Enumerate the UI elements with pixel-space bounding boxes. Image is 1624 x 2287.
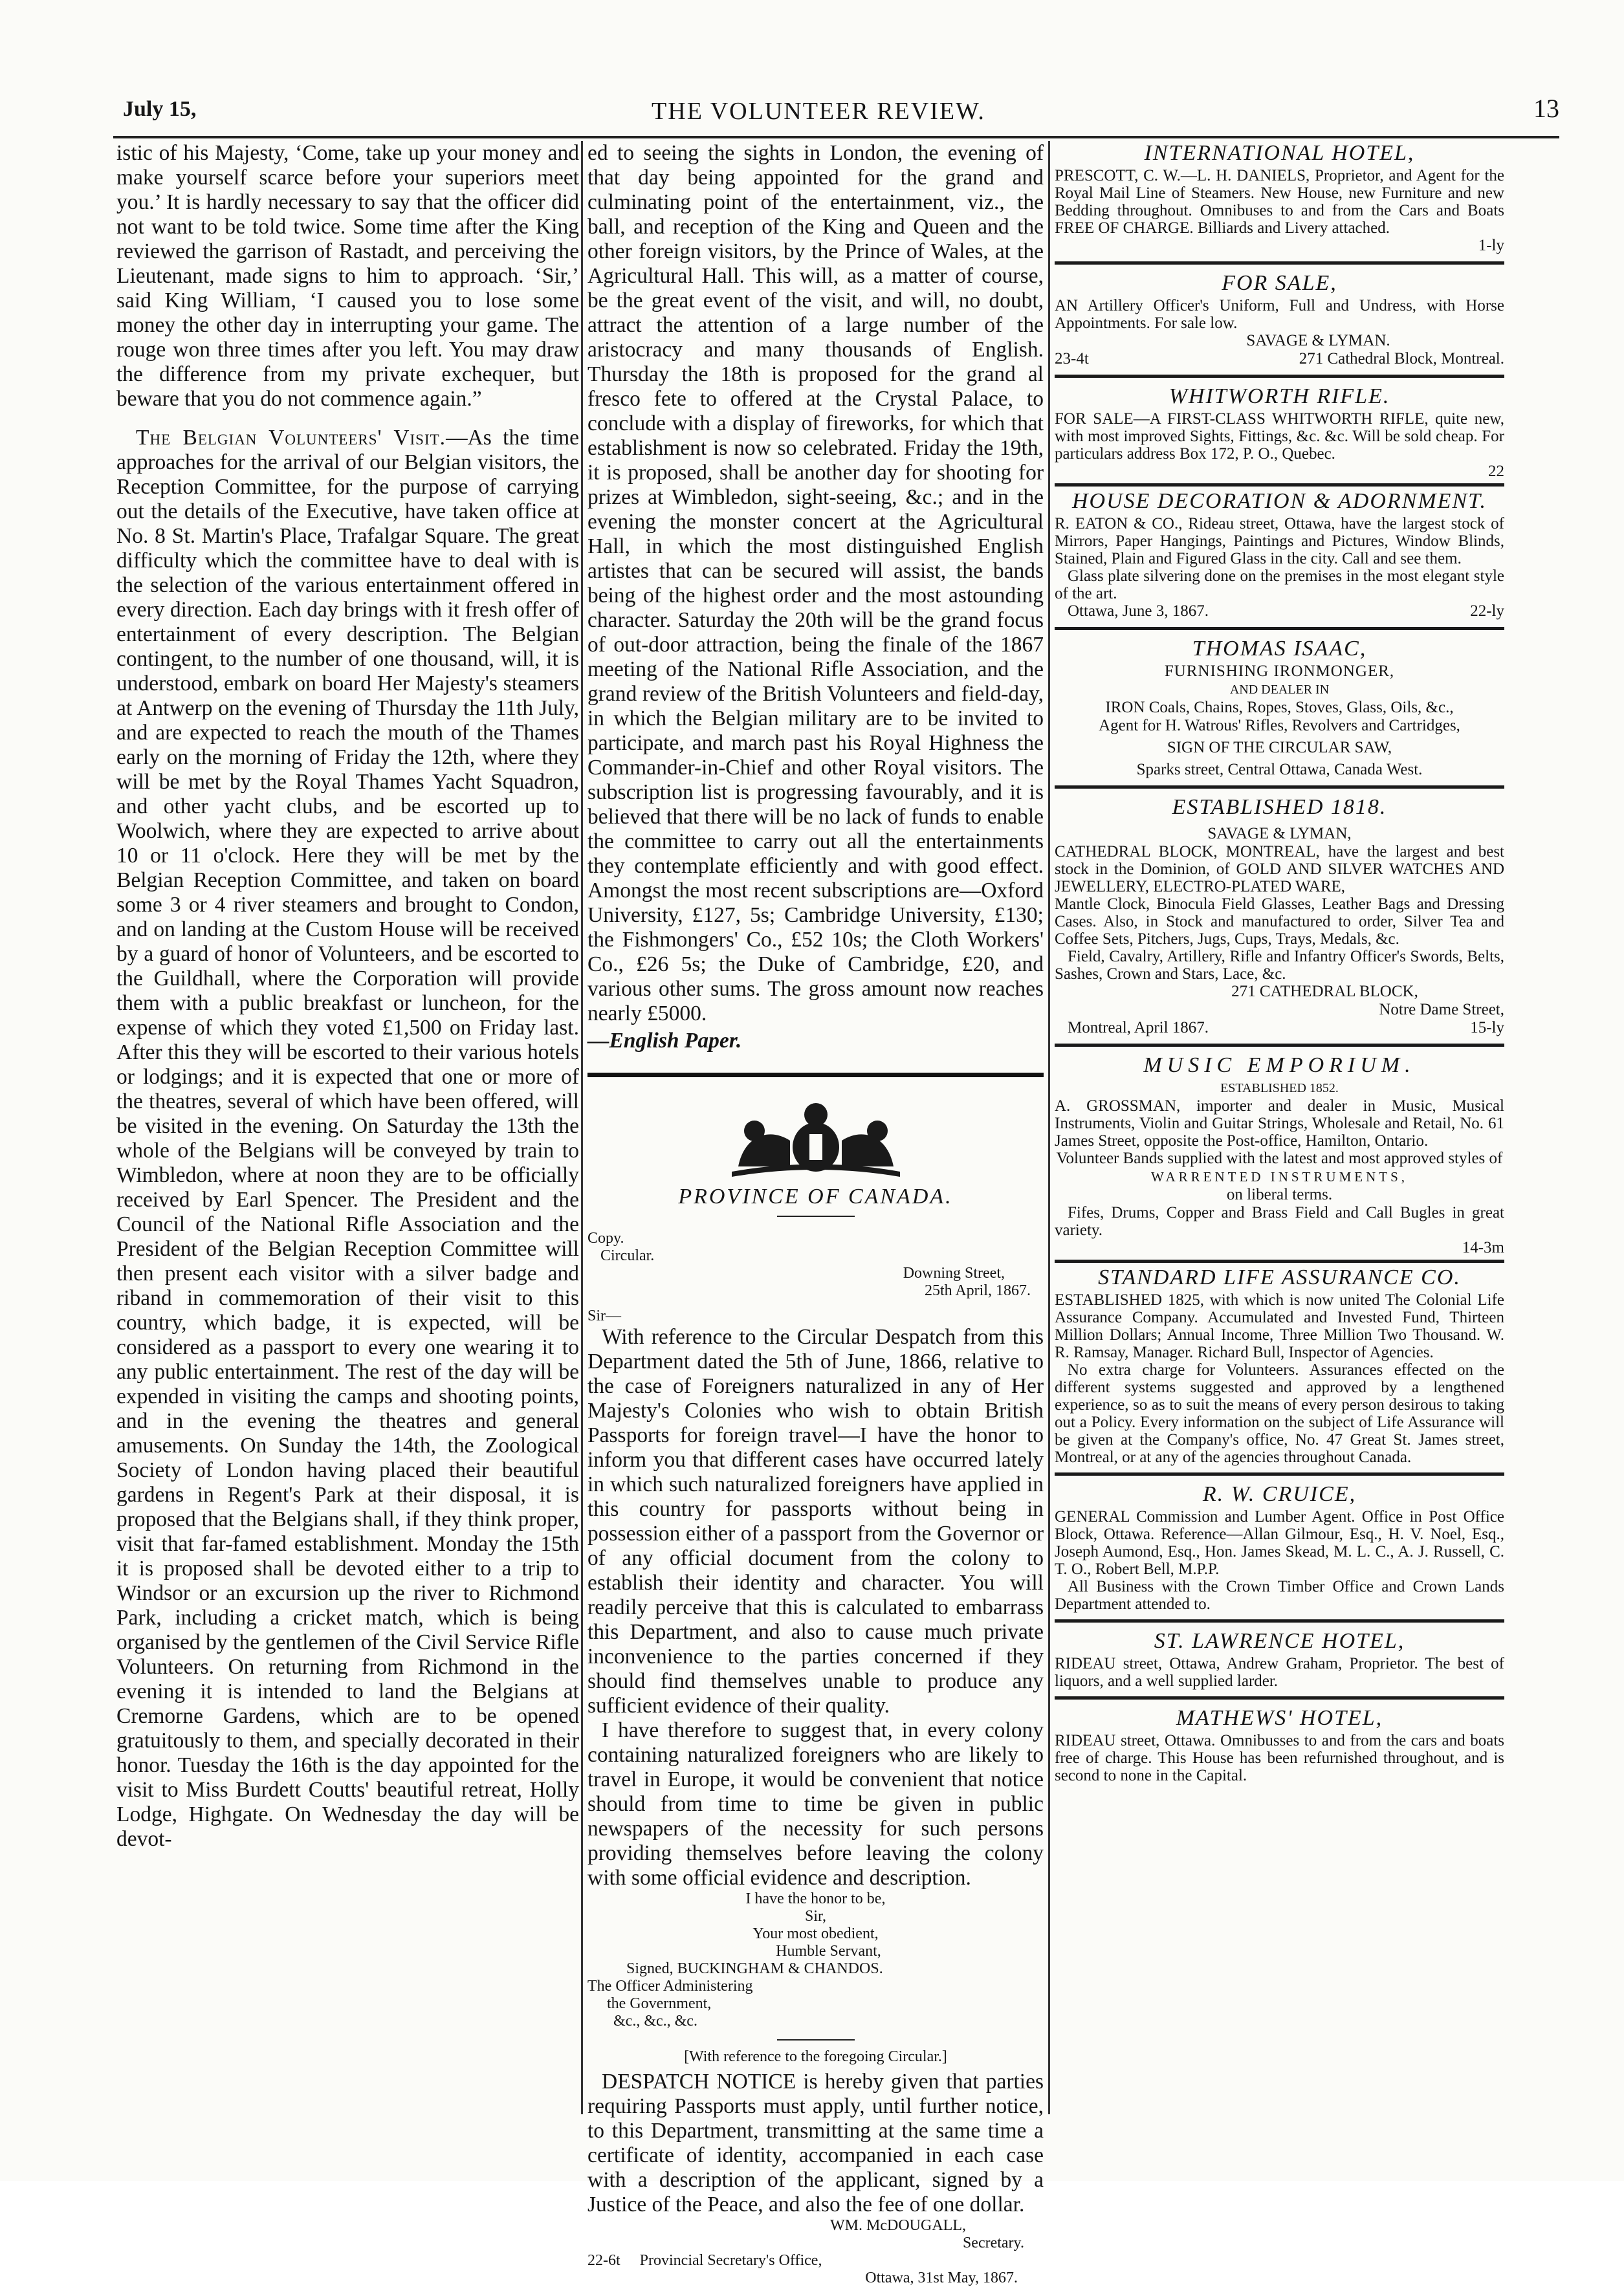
ad-music-emporium [1055, 1053, 1504, 1257]
ad-title: ESTABLISHED 1818. [1172, 795, 1387, 819]
ad-text: Mantle Clock, Binocula Field Glasses, Leather Bags and Dressing Cases. Also, in Stock and manufactured to order, Silver Tea and Coffee Sets, Pitchers, Jugs, Cups, Trays, Medals, &c. [1055, 895, 1504, 948]
ad-number: 22-ly [1470, 602, 1504, 620]
ad-rule [1055, 483, 1504, 487]
ad-rule [1055, 1044, 1504, 1047]
ad-text: ESTABLISHED 1825, with which is now united The Colonial Life Assurance Company. Accumulated and Invested Fund, Thirteen Million Dollars; Annual Income, Three Million Two Thousand. W. R. Ramsay, Manager. Richard Bull, Inspector of Agencies. [1055, 1291, 1504, 1361]
ad-text: A. GROSSMAN, importer and dealer in Music, Musical Instruments, Violin and Guitar Strings, Wholesale and Retail, No. 61 James Street, opposite the Post-office, Hamilton, Ontario. [1055, 1097, 1504, 1150]
despatch-note: [With reference to the foregoing Circular.] [684, 2048, 947, 2065]
ad-title: MATHEWS' HOTEL, [1176, 1706, 1383, 1730]
despatch-recipient: &c., &c., &c. [613, 2013, 697, 2030]
notice-title: Secretary. [962, 2235, 1024, 2251]
ad-footer [1055, 1001, 1504, 1019]
despatch-closing: I have the honor to be, [745, 1890, 886, 1907]
notice-number: 22-6t [587, 2252, 620, 2269]
ad-thomas-isaac [1055, 637, 1504, 779]
ad-address: 271 Cathedral Block, Montreal. [1299, 350, 1504, 367]
ad-rule [1055, 1696, 1504, 1700]
ad-title: R. W. CRUICE, [1202, 1482, 1357, 1506]
ad-text: ESTABLISHED 1852. [1220, 1081, 1339, 1095]
article-paragraph: ed to seeing the sights in London, the evening of that day being appointed for the grand and culminating point of the entertainment, viz., the ball, and reception of the King and Queen and the other foreign visitors, by the Prince of Wales, at the Agricultural Hall. This will, as a matter of course, be the great event of the visit, and will, no doubt, attract the attention of a large number of the aristocracy and many thousands of English. Thursday the 18th is proposed for the grand al fresco fete to offered at the Crystal Palace, to conclude with a display of fireworks, for which that establishment is now so celebrated. Friday the 19th, it is proposed, shall be another day for shooting for prizes at Wimbledon, sight-seeing, &c.; and in the evening the monster concert at the Agricultural Hall, in which the most distinguished English artistes that can be secured will assist, the bands being of the highest order and the most astounding character. Saturday the 20th will be the grand focus of out-door attraction, being the finale of the 1867 meeting of the National Rifle Association, and the grand review of the British Volunteers and field-day, in which the Belgian military are to be invited to participate, and march past his Royal Highness the Commander-in-Chief and other Royal visitors. The subscription list is progressing favourably, and it is believed that there will be no lack of funds to enable the committee to carry out all the entertainments they contemplate efficiently and with good effect. Amongst the most recent subscriptions are—Oxford University, £127, 5s; Cambridge University, £130; the Fishmongers' Co., £52 10s; the Cloth Workers' Co., £26 5s; the Duke of Cambridge, £20, and various other sums. The gross amount now reaches nearly £5000. [587, 141, 1044, 1025]
ad-date: Montreal, April 1867. [1068, 1019, 1209, 1036]
ad-text: Agent for H. Watrous' Rifles, Revolvers and Cartridges, [1099, 717, 1460, 734]
ad-mathews-hotel [1055, 1706, 1504, 1784]
despatch-closing: Your most obedient, [752, 1925, 879, 1942]
despatch-paragraph: I have therefore to suggest that, in every colony containing naturalized foreigners who are likely to travel in Europe, it would be convenient that notice should from time to time be given in public newspapers of the necessity for such persons providing themselves before leaving the colony with some official evidence and description. [587, 1718, 1044, 1890]
ad-text: Glass plate silvering done on the premises in the most elegant style of the art. [1055, 567, 1504, 602]
ad-text: on liberal terms. [1226, 1186, 1333, 1203]
ad-rule [1055, 1260, 1504, 1263]
ad-footer [1055, 237, 1504, 255]
ad-name: SAVAGE & LYMAN, [1207, 825, 1352, 842]
ad-text: No extra charge for Volunteers. Assurances effected on the different systems suggested and approved by a lengthened experience, so as to suit the means of every person desirous to taking out a Policy. Every information on the subject of Life Assurance will be given at the Company's office, No. 47 Great St. James street, Montreal, or at any of the agencies throughout Canada. [1055, 1361, 1504, 1466]
ad-text: Volunteer Bands supplied with the latest and most approved styles of [1056, 1150, 1503, 1167]
ad-number: 23-4t [1055, 350, 1089, 367]
ad-date: Ottawa, June 3, 1867. [1068, 602, 1209, 620]
ad-text: SIGN OF THE CIRCULAR SAW, [1167, 739, 1392, 756]
ad-rule [1055, 1472, 1504, 1476]
ad-title: THOMAS ISAAC, [1192, 637, 1367, 661]
despatch-label: Copy. [587, 1230, 624, 1247]
article-paragraph: istic of his Majesty, ‘Come, take up your money and make yourself scarce before your superiors meet you.’ It is hardly necessary to say that the officer did not want to be told twice. Some time after the King reviewed the garrison of Rastadt, and perceiving the Lieutenant, made signs to him to approach. ‘Sir,’ said King William, ‘I caused you to lose some money the other day in interrupting your game. The rouge won three times after you left. You may draw the difference from my private exchequer, but beware that you do not commence again.” [116, 141, 579, 411]
despatch-paragraph: With reference to the Circular Despatch from this Department dated the 5th of June, 1866, relative to the case of Foreigners naturalized in any of Her Majesty's Colonies who wish to obtain British Passports for foreign travel—I have the honor to inform you that different cases have occurred lately in which such naturalized foreigners have applied in this country for passports without being in possession either of a passport from the Governor or of any official document from the colony to establish their identity and character. You will readily perceive that this is calculated to embarrass this Department, and also to cause much private inconvenience to the parties concerned if they should find themselves unable to produce any sufficient evidence of their quality. [587, 1325, 1044, 1718]
ad-international-hotel [1055, 141, 1504, 255]
ad-title: WHITWORTH RIFLE. [1169, 384, 1390, 408]
ad-text: All Business with the Crown Timber Office and Crown Lands Department attended to. [1055, 1578, 1504, 1613]
ad-st-lawrence-hotel [1055, 1629, 1504, 1690]
column-1 [116, 141, 579, 2082]
ad-footer [1055, 463, 1504, 481]
ad-title: HOUSE DECORATION & ADORNMENT. [1071, 489, 1487, 513]
title-rule [777, 1216, 855, 1217]
ad-text: PRESCOTT, C. W.—L. H. DANIELS, Proprietor, and Agent for the Royal Mail Line of Steamers. New House, new Furniture and new Bedding throughout. Omnibuses to and from the Cars and Boats FREE OF CHARGE. Billiards and Livery attached. [1055, 167, 1504, 237]
ad-text: IRON Coals, Chains, Ropes, Stoves, Glass, Oils, &c., [1105, 699, 1454, 716]
article-source: —English Paper. [587, 1029, 742, 1053]
ad-text: RIDEAU street, Ottawa. Omnibusses to and from the cars and boats free of charge. This House has been refurnished throughout, and is second to none in the Capital. [1055, 1732, 1504, 1784]
ad-text: Field, Cavalry, Artillery, Rifle and Infantry Officer's Swords, Belts, Sashes, Crown and Stars, Lace, &c. [1055, 948, 1504, 983]
ad-title: INTERNATIONAL HOTEL, [1144, 141, 1415, 165]
page-header [78, 94, 1559, 136]
ad-footer [1055, 1239, 1504, 1257]
section-rule [587, 1073, 1044, 1077]
ad-number: 14-3m [1462, 1239, 1504, 1256]
column-3-advertisements [1055, 141, 1504, 2082]
ad-title: MUSIC EMPORIUM. [1143, 1053, 1416, 1077]
ad-text: R. EATON & CO., Rideau street, Ottawa, have the largest stock of Mirrors, Paper Hangings, Paintings and Pictures, Window Blinds, Stained, Plain and Figured Glass in the city. Call and see them. [1055, 515, 1504, 567]
section-title: PROVINCE OF CANADA. [678, 1185, 953, 1209]
ad-savage-lyman [1055, 795, 1504, 1037]
ad-house-decoration [1055, 489, 1504, 620]
header-date: July 15, [123, 97, 197, 121]
royal-arms-icon [693, 1095, 939, 1179]
ad-text: GENERAL Commission and Lumber Agent. Office in Post Office Block, Ottawa. Reference—Allan Gilmour, Esq., H. V. Noel, Esq., Joseph Aumond, Esq., Hon. James Skead, M. L. C., A. J. Russell, C. T. O., Robert Bell, M.P.P. [1055, 1508, 1504, 1578]
ad-text: FURNISHING IRONMONGER, [1164, 662, 1395, 680]
notice-office: Provincial Secretary's Office, [639, 2252, 822, 2269]
ad-standard-life [1055, 1265, 1504, 1466]
ad-whitworth-rifle [1055, 384, 1504, 481]
column-divider [581, 141, 583, 2114]
ad-address: Notre Dame Street, [1379, 1001, 1504, 1018]
ad-text: Fifes, Drums, Copper and Brass Field and Call Bugles in great variety. [1055, 1204, 1504, 1239]
notice-signature: WM. McDOUGALL, [830, 2217, 966, 2234]
ad-rule [1055, 261, 1504, 265]
article-runhead: The Belgian Volunteers' Visit. [136, 426, 446, 450]
ad-rule [1055, 785, 1504, 789]
despatch-notice: DESPATCH NOTICE is hereby given that parties requiring Passports must apply, until further notice, to this Department, transmitting at the same time a certificate of identity, accompanied in each case with a description of the applicant, signed by a Justice of the Peace, and also the fee of one dollar. [587, 2070, 1044, 2216]
despatch-closing: Humble Servant, [776, 1943, 881, 1960]
despatch-salutation: Sir— [587, 1308, 622, 1324]
ad-title: FOR SALE, [1222, 271, 1337, 295]
ad-title: STANDARD LIFE ASSURANCE CO. [1098, 1265, 1461, 1289]
ad-name: SAVAGE & LYMAN. [1246, 332, 1390, 349]
ad-for-sale [1055, 271, 1504, 368]
ad-text: RIDEAU street, Ottawa, Andrew Graham, Proprietor. The best of liquors, and a well supplied larder. [1055, 1655, 1504, 1690]
despatch-address: Downing Street, [903, 1265, 1005, 1282]
despatch-date: 25th April, 1867. [924, 1282, 1031, 1299]
page-number: 13 [1533, 94, 1559, 123]
despatch-recipient: the Government, [607, 1995, 712, 2012]
notice-date: Ottawa, 31st May, 1867. [865, 2270, 1018, 2286]
ad-footer [1055, 350, 1504, 368]
ad-text: WARRENTED INSTRUMENTS, [1151, 1169, 1408, 1185]
despatch-signature: Signed, BUCKINGHAM & CHANDOS. [626, 1960, 883, 1977]
despatch-label: Circular. [600, 1247, 655, 1264]
notice-footer [587, 2252, 1044, 2270]
ad-rule [1055, 1619, 1504, 1623]
ad-rule [1055, 375, 1504, 378]
ad-text: AN Artillery Officer's Uniform, Full and Undress, with Horse Appointments. For sale low. [1055, 297, 1504, 332]
ad-number: 22 [1488, 463, 1504, 480]
ad-text: FOR SALE—A FIRST-CLASS WHITWORTH RIFLE, quite new, with most improved Sights, Fittings, &c. &c. Will be sold cheap. For particulars address Box 172, P. O., Quebec. [1055, 410, 1504, 463]
ad-footer [1055, 602, 1504, 620]
article-text: —As the time approaches for the arrival of our Belgian visitors, the Reception Committee, for the purpose of carrying out the details of the Executive, have taken office at No. 8 St. Martin's Place, Trafalgar Square. The great difficulty which the committee have to deal with is the selection of the various entertainment offered in every direction. Each day brings with it fresh offer of entertainment of every description. The Belgian contingent, to the number of one thousand, will, it is understood, embark on board Her Majesty's steamers at Antwerp on the evening of Thursday the 11th July, and are expected to reach the mouth of the Thames early on the morning of Friday the 12th, where they will be met by the Royal Thames Yacht Squadron, and other yacht clubs, and be escorted up to Woolwich, where they are expected to arrive about 10 or 11 o'clock. Here they will be met by the Belgian Reception Committee, and taken on board some 3 or 4 river steamers and brought to Condon, and on landing at the Custom House will be received by a guard of honor of Volunteers, and be escorted to the Guildhall, where the Corporation will provide them with a public breakfast or luncheon, for the expense of which they voted £1,500 on Friday last. After this they will be escorted to their various hotels or lodgings; and it is expected that one or more of the theatres, several of which have been offered, will be visited in the evening. On Saturday the 13th the whole of the Belgians will be conveyed by train to Wimbledon, where at noon they are to be officially received by Earl Spencer. The President and the Council of the National Rifle Association and the President of the Belgian Reception Committee will then present each visitor with a silver badge and riband in commemoration of their visit to this country, which badge, it is expected, will be considered as a passport to every one wearing it to any public entertainment. The rest of the day will be expended in visiting the camps and shooting points, and in the evening the theatres and general amusements. On Sunday the 14th, the Zoological Society of London having placed their beautiful gardens in Regent's Park at their disposal, it is proposed that the Belgians shall, if they think proper, visit that far-famed establishment. Monday the 15th it is proposed shall be devoted either to a trip to Windsor or an excursion up the river to Richmond Park, including a cricket match, which is being organised by the gentlemen of the Civil Service Rifle Volunteers. On returning from Richmond in the evening it is intended to land the Belgians at Cremorne Gardens, which are to be opened gratuitously to them, and specially decorated in their honor. Tuesday the 16th is the day appointed for the visit to Miss Burdett Coutts' beautiful retreat, Holly Lodge, Highgate. On Wednesday the day will be devot- [116, 426, 579, 1851]
ad-address: 271 CATHEDRAL BLOCK, [1231, 983, 1418, 1000]
ad-text: Sparks street, Central Ottawa, Canada West. [1136, 761, 1423, 778]
despatch-rule [777, 2039, 855, 2041]
despatch-closing: Sir, [804, 1908, 827, 1925]
column-divider [1048, 141, 1050, 2114]
header-rule [113, 136, 1559, 138]
article-paragraph [116, 426, 579, 1852]
despatch-recipient: The Officer Administering [587, 1978, 753, 1995]
despatch [587, 1230, 1044, 2287]
newspaper-title: THE VOLUNTEER REVIEW. [652, 98, 985, 125]
ad-title: ST. LAWRENCE HOTEL, [1154, 1629, 1405, 1653]
column-2 [587, 141, 1044, 2286]
ad-rule [1055, 627, 1504, 630]
ad-text: CATHEDRAL BLOCK, MONTREAL, have the largest and best stock in the Dominion, of GOLD AND SILVER WATCHES AND JEWELLERY, ELECTRO-PLATED WARE, [1055, 843, 1504, 895]
ad-text: AND DEALER IN [1229, 683, 1330, 697]
ad-number: 1-ly [1478, 237, 1504, 254]
ad-footer [1055, 1019, 1504, 1037]
ad-cruice [1055, 1482, 1504, 1613]
ad-number: 15-ly [1470, 1019, 1504, 1036]
